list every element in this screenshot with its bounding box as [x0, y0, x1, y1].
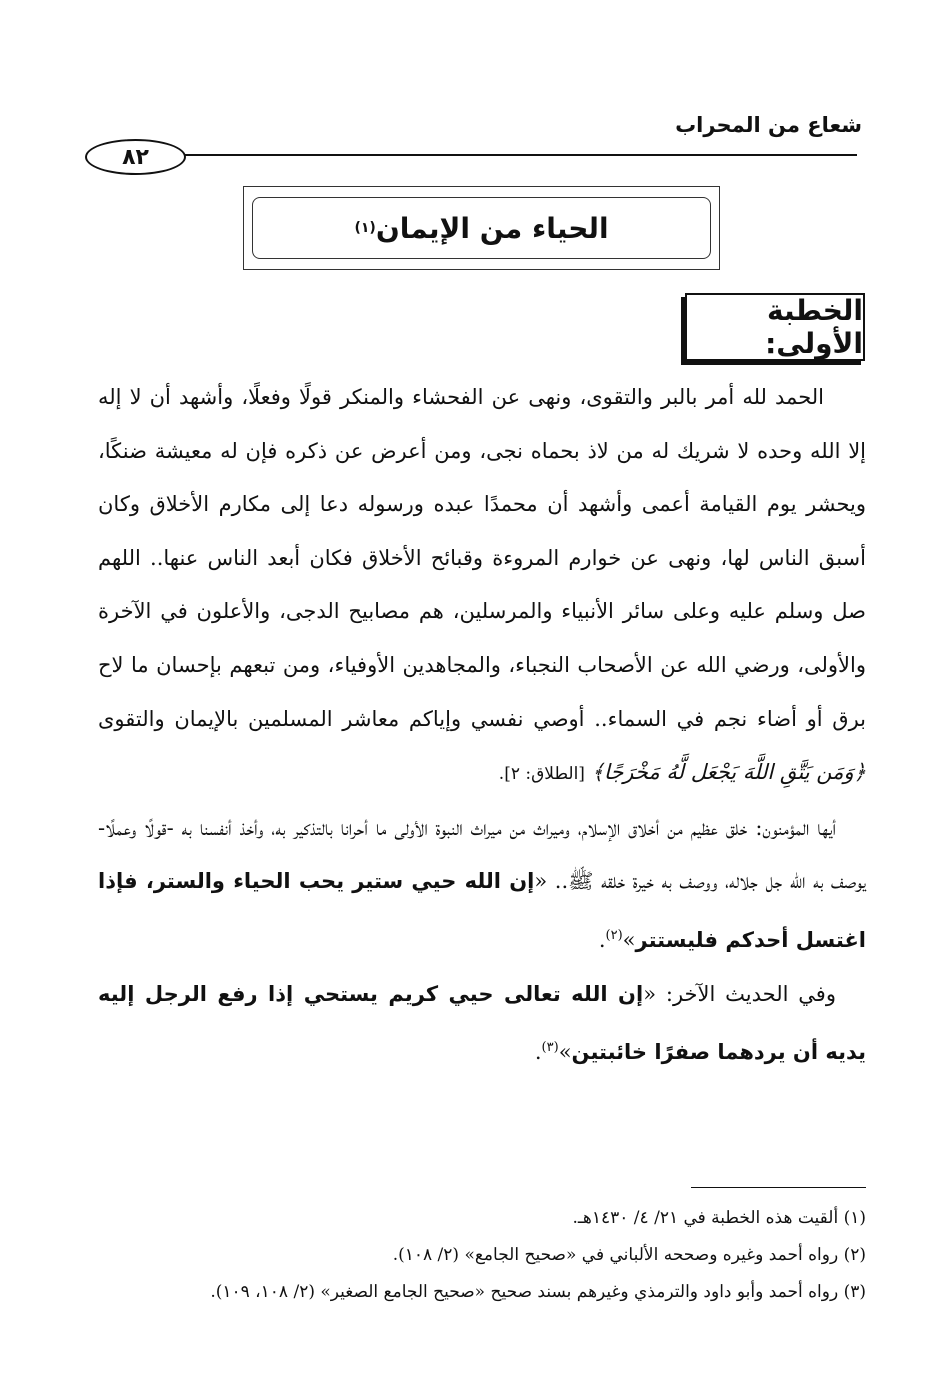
hadith-2: إن الله تعالى حيي كريم يستحي إذا رفع الرجل إليه يديه أن يردهما صفرًا خائبتين — [98, 981, 866, 1065]
footnote-mark-2: (٢) — [605, 927, 623, 943]
paragraph-3-intro: وفي الحديث الآخر: « — [643, 981, 836, 1006]
quran-verse: ﴿وَمَن يَتَّقِ اللَّهَ يَجْعَل لَّهُ مَخْرَجًا﴾ — [591, 760, 866, 785]
footnote-1: (١) ألقيت هذه الخطبة في ٢١/ ٤/ ١٤٣٠هـ. — [572, 1208, 866, 1228]
quran-reference: [الطلاق: ٢]. — [498, 764, 585, 785]
section-heading: الخطبة الأولى: — [685, 293, 865, 361]
footnote-rule — [691, 1187, 866, 1188]
paragraph-2-intro: أيها المؤمنون: خلق عظيم من أخلاق الإسلام، وميراث من ميراث النبوة الأولى ما أحرانا بالتذكير به، وأخذ أنفسنا به -قولًا وعملًا- يوصف به الله جل جلاله، ووصف به خيرة خلقه ﷺ.. « — [98, 815, 866, 894]
sermon-body — [98, 371, 866, 1080]
page-number: ٨٢ — [85, 139, 186, 175]
paragraph-1-text: الحمد لله أمر بالبر والتقوى، ونهى عن الفحشاء والمنكر قولًا وفعلًا، وأشهد أن لا إله إلا الله وحده لا شريك له من لاذ بحماه نجى، ومن أعرض عن ذكره فإن له معيشة ضنكًا، ويحشر يوم القيامة أعمى وأشهد أن محمدًا عبده ورسوله دعا إلى مكارم الأخلاق وكان أسبق الناس لها، ونهى عن خوارم المروءة وقبائح الأخلاق فكان أبعد الناس عنها.. اللهم صل وسلم عليه وعلى سائر الأنبياء والمرسلين، هم مصابيح الدجى، والأعلون في الآخرة والأولى، ورضي الله عن الأصحاب النجباء، والمجاهدين الأوفياء، ومن تبعهم بإحسان ما لاح برق أو أضاء نجم في السماء.. أوصي نفسي وإياكم معاشر المسلمين بالإيمان والتقوى — [98, 385, 867, 731]
hadith-2-close: » — [558, 1040, 572, 1065]
paragraph-2 — [98, 802, 866, 968]
hadith-1-close: » — [622, 927, 636, 952]
chapter-title-footnote-mark: (١) — [354, 220, 376, 236]
paragraph-3 — [98, 968, 866, 1080]
paragraph-1 — [98, 371, 866, 802]
chapter-title — [244, 187, 719, 269]
hadith-1: إن الله حيي ستير يحب الحياء والستر، فإذا اغتسل أحدكم فليستتر — [98, 869, 866, 952]
footnote-2: (٢) رواه أحمد وغيره وصححه الألباني في «صحيح الجامع» (٢/ ١٠٨). — [392, 1245, 866, 1265]
chapter-title-text: الحياء من الإيمان — [375, 211, 609, 245]
footnote-3: (٣) رواه أحمد وأبو داود والترمذي وغيرهم بسند صحيح «صحيح الجامع الصغير» (٢/ ١٠٨، ١٠٩). — [210, 1282, 866, 1302]
footnote-mark-3: (٣) — [541, 1040, 559, 1056]
header-rule — [95, 154, 857, 156]
running-header-title: شعاع من المحراب — [675, 113, 862, 137]
chapter-title-frame — [243, 186, 720, 270]
paragraph-3-end: . — [534, 1040, 542, 1065]
paragraph-2-end: . — [598, 927, 606, 952]
footnotes — [96, 1200, 866, 1311]
